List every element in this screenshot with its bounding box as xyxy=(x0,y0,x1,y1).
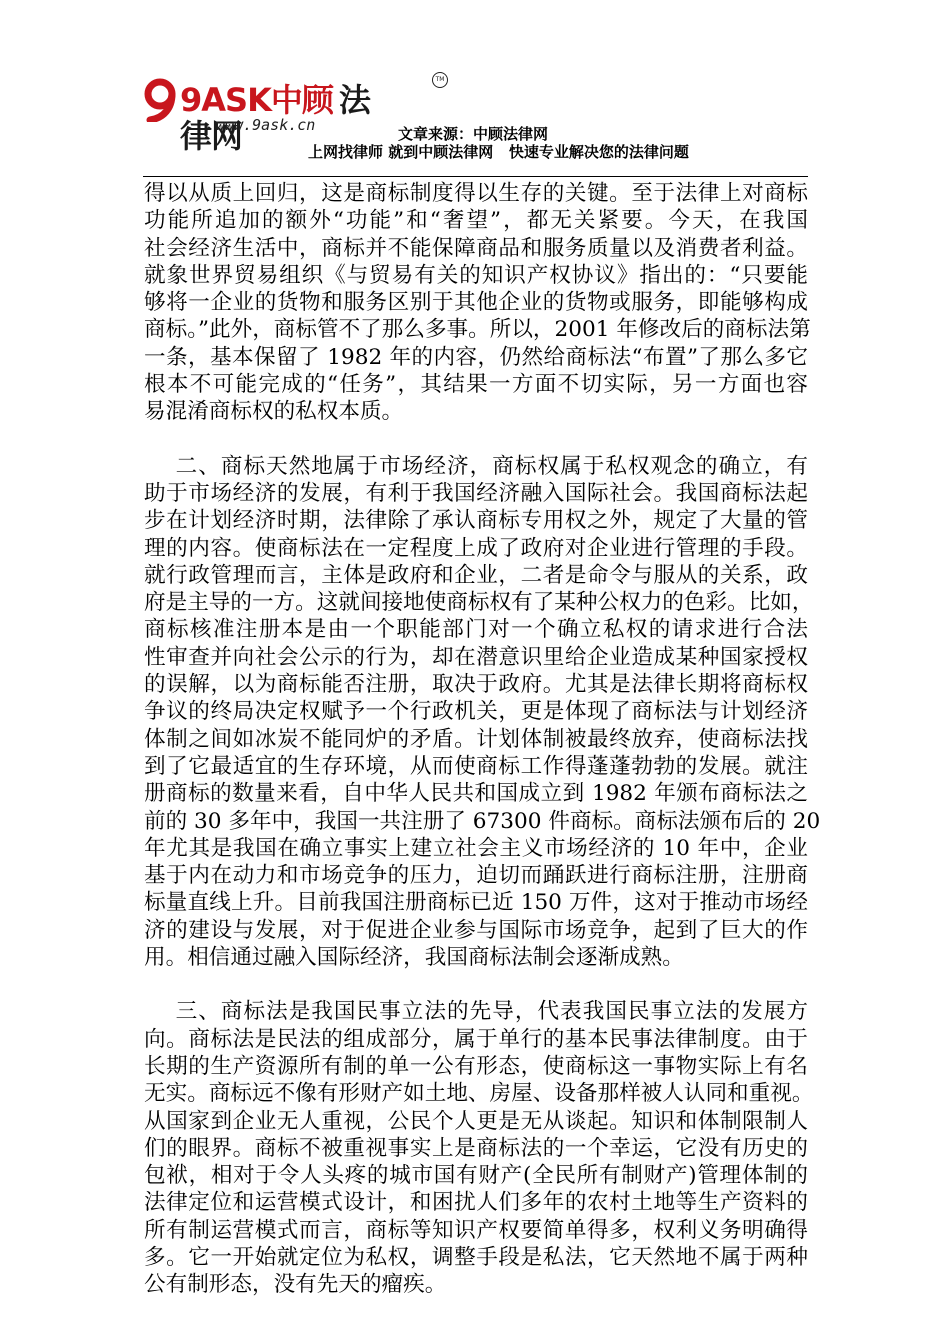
text-line: 商标核准注册本是由一个职能部门对一个确立私权的请求进行合法 xyxy=(144,617,808,643)
text-line: 长期的生产资源所有制的单一公有形态，使商标这一事物实际上有名 xyxy=(144,1053,808,1079)
text-line: 到了它最适宜的生存环境，从而使商标工作得蓬蓬勃勃的发展。就注 xyxy=(144,753,808,779)
article-body xyxy=(144,180,821,1299)
logo-brand-cn-1: 中顾 xyxy=(270,81,333,119)
paragraph-2 xyxy=(144,453,821,972)
text-line: 年尤其是我国在确立事实上建立社会主义市场经济的 10 年中，企业 xyxy=(144,835,808,861)
text-line: 商标。”此外，商标管不了那么多事。所以，2001 年修改后的商标法第 xyxy=(144,317,811,343)
text-line: 济的建设与发展，对于促进企业参与国际市场竞争，起到了巨大的作 xyxy=(144,917,808,943)
text-line: 多。它一开始就定位为私权，调整手段是私法，它天然地不属于两种 xyxy=(144,1244,808,1270)
text-line: 所有制运营模式而言，商标等知识产权要简单得多，权利义务明确得 xyxy=(144,1217,808,1243)
text-line: 步在计划经济时期，法律除了承认商标专用权之外，规定了大量的管 xyxy=(144,508,808,534)
text-line: 公有制形态，没有先天的瘤疾。 xyxy=(144,1272,447,1298)
text-line: 助于市场经济的发展，有利于我国经济融入国际社会。我国商标法起 xyxy=(144,480,808,506)
site-slogan: 上网找律师 就到中顾法律网 快速专业解决您的法律问题 xyxy=(308,143,689,161)
text-line: 够将一企业的货物和服务区别于其他企业的货物或服务，即能够构成 xyxy=(144,290,808,316)
text-line: 无实。商标远不像有形财产如土地、房屋、设备那样被人认同和重视。 xyxy=(144,1081,814,1107)
text-line: 们的眼界。商标不被重视事实上是商标法的一个幸运，它没有历史的 xyxy=(144,1135,808,1161)
text-line: 一条，基本保留了 1982 年的内容，仍然给商标法“布置”了那么多它 xyxy=(144,344,808,370)
text-line: 体制之间如冰炭不能同炉的矛盾。计划体制被最终放弃，使商标法找 xyxy=(144,726,808,752)
text-line: 法律定位和运营模式设计，和困扰人们多年的农村土地等生产资料的 xyxy=(144,1190,808,1216)
paragraph-3 xyxy=(144,998,814,1298)
text-line: 争议的终局决定权赋予一个行政机关，更是体现了商标法与计划经济 xyxy=(144,699,808,725)
logo-url: www.9ask.cn xyxy=(216,116,316,134)
logo-9-mark-icon xyxy=(140,78,184,122)
text-line: 根本不可能完成的“任务”，其结果一方面不切实际，另一方面也容 xyxy=(144,372,808,398)
page-header xyxy=(0,0,950,182)
header-divider xyxy=(143,176,808,177)
text-line: 二、商标天然地属于市场经济，商标权属于私权观念的确立，有 xyxy=(144,453,808,479)
paragraph-gap xyxy=(144,426,808,453)
text-line: 的误解，以为商标能否注册，取决于政府。尤其是法律长期将商标权 xyxy=(144,672,808,698)
text-line: 府是主导的一方。这就间接地使商标权有了某种公权力的色彩。比如， xyxy=(144,590,814,616)
logo-brand-cn-2: 法律网 xyxy=(180,81,370,155)
text-line: 就象世界贸易组织《与贸易有关的知识产权协议》指出的：“只要能 xyxy=(144,262,808,288)
text-line: 前的 30 多年中，我国一共注册了 67300 件商标。商标法颁布后的 20 xyxy=(144,808,821,834)
logo-brand-latin: 9ASK xyxy=(180,81,271,119)
text-line: 从国家到企业无人重视，公民个人更是无从谈起。知识和体制限制人 xyxy=(144,1108,808,1134)
text-line: 包袱，相对于令人头疼的城市国有财产(全民所有制财产)管理体制的 xyxy=(144,1163,808,1189)
text-line: 性审查并向社会公示的行为，却在潜意识里给企业造成某种国家授权 xyxy=(144,644,808,670)
trademark-icon: TM xyxy=(432,72,448,88)
text-line: 功能所追加的额外“功能”和“奢望”，都无关紧要。今天，在我国 xyxy=(144,208,808,234)
text-line: 得以从质上回归，这是商标制度得以生存的关键。至于法律上对商标 xyxy=(144,181,808,206)
text-line: 理的内容。使商标法在一定程度上成了政府对企业进行管理的手段。 xyxy=(144,535,808,561)
text-line: 社会经济生活中，商标并不能保障商品和服务质量以及消费者利益。 xyxy=(144,235,808,261)
text-line: 易混淆商标权的私权本质。 xyxy=(144,399,404,425)
article-source: 文章来源：中顾法律网 xyxy=(398,125,549,143)
text-line: 就行政管理而言，主体是政府和企业，二者是命令与服从的关系，政 xyxy=(144,562,808,588)
text-line: 三、商标法是我国民事立法的先导，代表我国民事立法的发展方 xyxy=(144,999,808,1025)
paragraph-gap xyxy=(144,971,808,998)
text-line: 用。相信通过融入国际经济，我国商标法制会逐渐成熟。 xyxy=(144,945,684,971)
text-line: 向。商标法是民法的组成部分，属于单行的基本民事法律制度。由于 xyxy=(144,1026,808,1052)
text-line: 基于内在动力和市场竞争的压力，迫切而踊跃进行商标注册，注册商 xyxy=(144,863,808,889)
paragraph-1 xyxy=(144,180,811,426)
text-line: 标量直线上升。目前我国注册商标已近 150 万件，这对于推动市场经 xyxy=(144,890,808,916)
text-line: 册商标的数量来看，自中华人民共和国成立到 1982 年颁布商标法之 xyxy=(144,781,808,807)
site-logo[interactable] xyxy=(140,70,445,155)
